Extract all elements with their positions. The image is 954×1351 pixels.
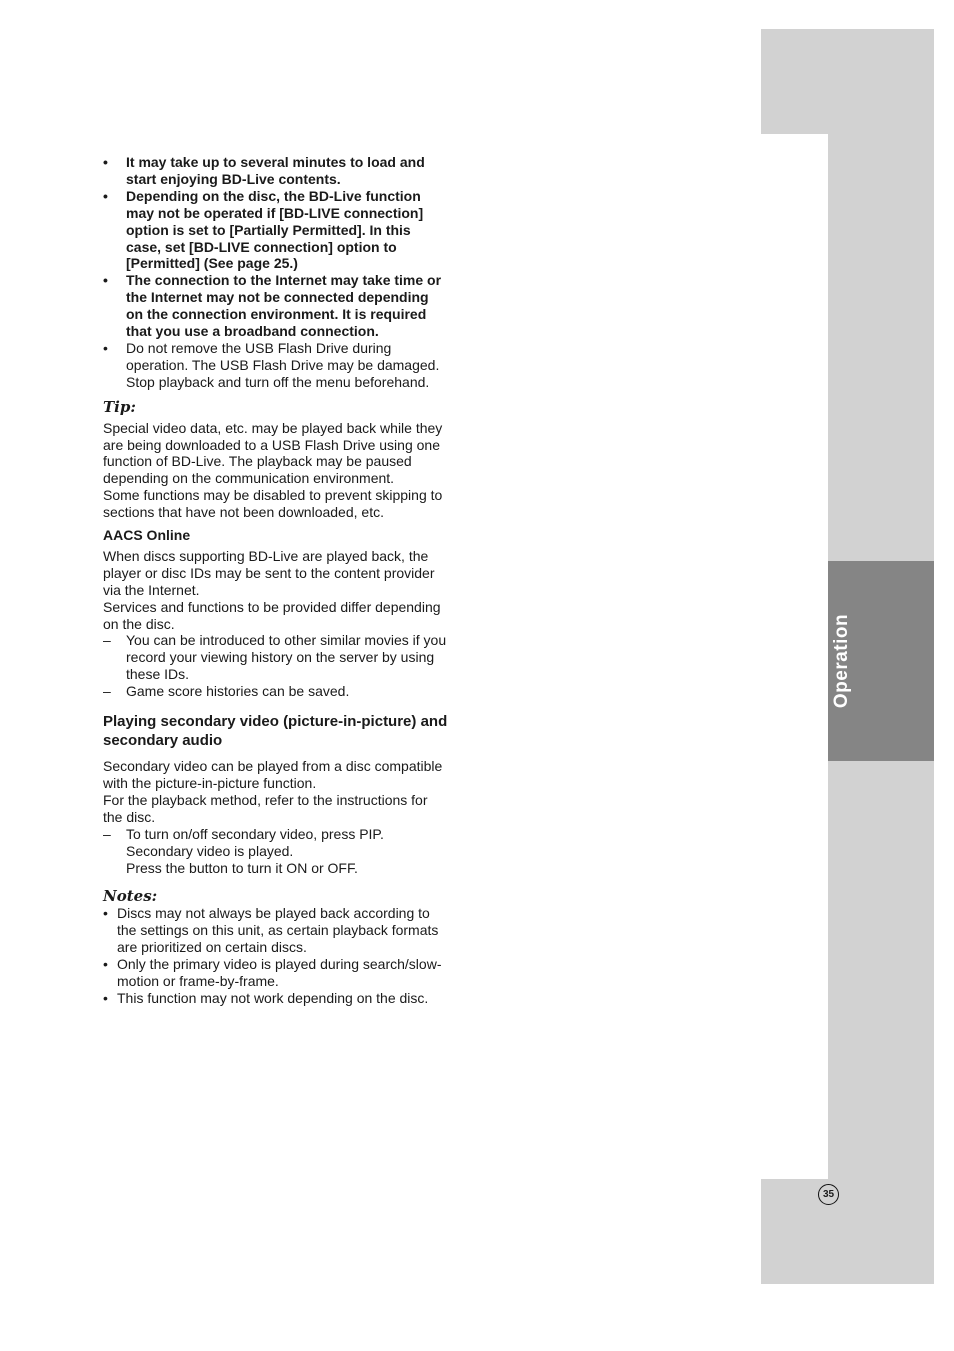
page-number: 35 <box>818 1184 839 1205</box>
aacs-heading: AACS Online <box>103 527 191 544</box>
pip-section-heading: Playing secondary video (picture-in-picture) and secondary audio <box>103 713 448 750</box>
list-item: • It may take up to several minutes to load and start enjoying BD-Live contents. <box>103 154 448 188</box>
pip-paragraph: For the playback method, refer to the instructions for the disc. <box>103 791 428 825</box>
pip-instruction: – To turn on/off secondary video, press PIP. <box>126 825 384 842</box>
list-item: – You can be introduced to other similar movies if you record your viewing history on the server by using these IDs. <box>103 632 448 683</box>
list-item: • The connection to the Internet may take time or the Internet may not be connected depending on the connection environment. It is required that you use a broadband connection. <box>103 272 448 340</box>
aacs-paragraph: When discs supporting BD-Live are played back, the player or disc IDs may be sent to the content provider via the Internet. <box>103 547 435 598</box>
aacs-dash-list <box>103 632 448 700</box>
list-item: • Only the primary video is played during search/slow-motion or frame-by-frame. <box>103 956 448 990</box>
tip-paragraph: Special video data, etc. may be played back while they are being downloaded to a USB Flash Drive using one function of BD-Live. The playback may be paused depending on the communication environment. <box>103 419 443 487</box>
main-content <box>103 154 448 1007</box>
bd-live-bullet-list <box>103 154 448 391</box>
tip-paragraph: Some functions may be disabled to prevent skipping to sections that have not been downloaded, etc. <box>103 487 443 521</box>
list-item: • Do not remove the USB Flash Drive during operation. The USB Flash Drive may be damaged. Stop playback and turn off the menu beforehand. <box>103 340 448 391</box>
pip-instruction-detail: Press the button to turn it ON or OFF. <box>126 859 358 876</box>
pip-paragraph: Secondary video can be played from a disc compatible with the picture-in-picture function. <box>103 758 443 791</box>
pip-dash-list <box>103 826 448 877</box>
pip-instruction-detail: Secondary video is played. <box>126 842 294 859</box>
list-item: • Depending on the disc, the BD-Live function may not be operated if [BD-LIVE connection] option is set to [Partially Permitted]. In this case, set [BD-LIVE connection] option to [Permitted] (See page 25.) <box>103 188 448 273</box>
list-item <box>103 826 448 877</box>
list-item: – Game score histories can be saved. <box>103 683 448 700</box>
sidebar-top-block <box>761 29 934 134</box>
list-item: • Discs may not always be played back according to the settings on this unit, as certain playback formats are prioritized on certain discs. <box>103 905 448 956</box>
notes-list <box>103 905 448 1006</box>
tip-heading: Tip: <box>103 397 136 416</box>
sidebar-bottom-block <box>761 1179 934 1284</box>
list-item: • This function may not work depending on the disc. <box>103 990 448 1007</box>
aacs-paragraph: Services and functions to be provided differ depending on the disc. <box>103 598 441 632</box>
notes-heading: Notes: <box>103 887 158 906</box>
section-tab-label: Operation <box>831 613 852 709</box>
